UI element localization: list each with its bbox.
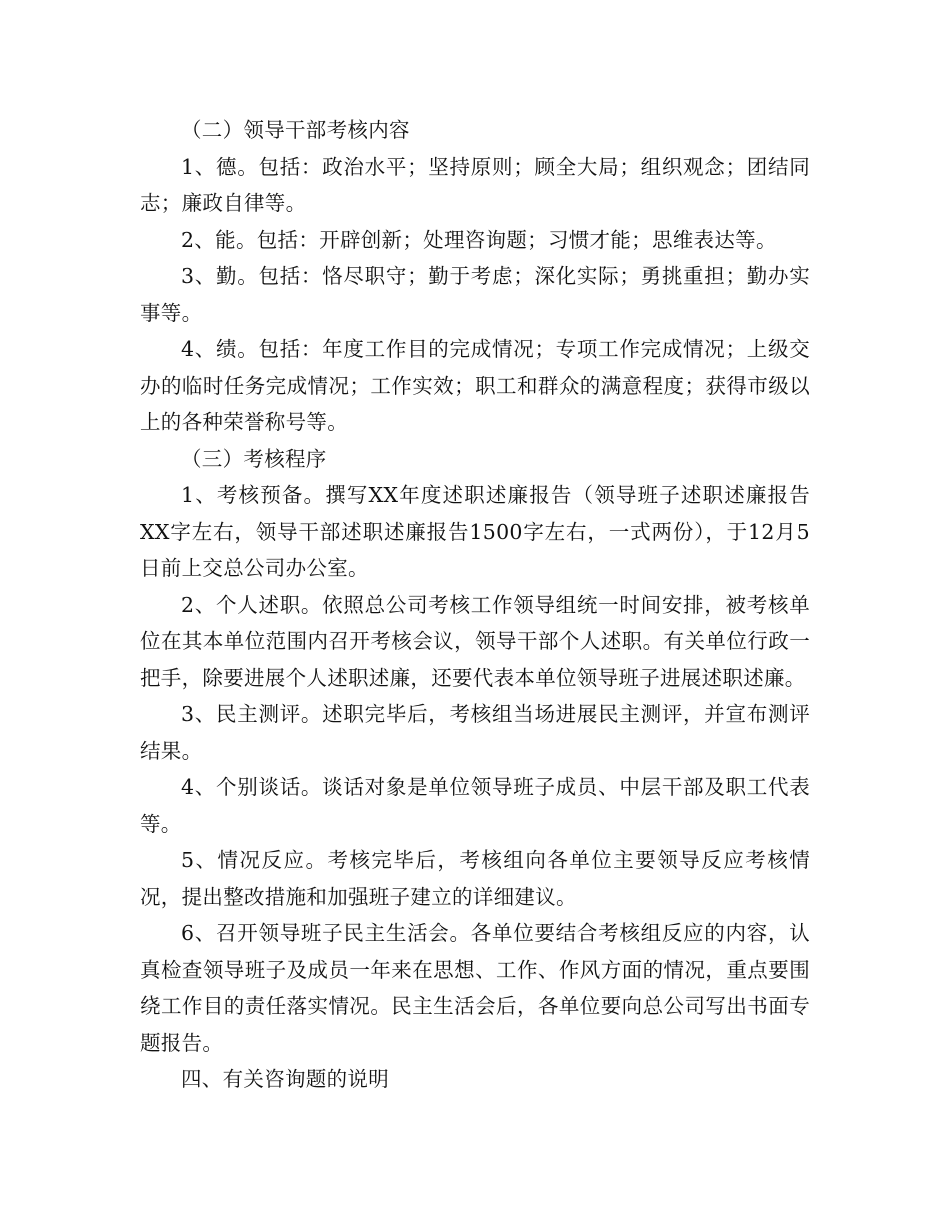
paragraph-democratic-life-meeting: 6、召开领导班子民主生活会。各单位要结合考核组反应的内容，认真检查领导班子及成员一年来在思想、工作、作风方面的情况，重点要围绕工作目的责任落实情况。民主生活会后，各单位要向总公司写出书面专题报告。 bbox=[140, 921, 810, 1055]
paragraph-democratic-evaluation: 3、民主测评。述职完毕后，考核组当场进展民主测评，并宣布测评结果。 bbox=[140, 702, 810, 763]
paragraph-individual-talks: 4、个别谈话。谈话对象是单位领导班子成员、中层干部及职工代表等。 bbox=[140, 775, 810, 836]
paragraph-diligence: 3、勤。包括：恪尽职守；勤于考虑；深化实际；勇挑重担；勤办实事等。 bbox=[140, 264, 810, 325]
document-body bbox=[140, 112, 810, 1098]
section-heading-assessment-procedure: （三）考核程序 bbox=[181, 446, 327, 471]
section-heading-related-issues: 四、有关咨询题的说明 bbox=[181, 1067, 389, 1091]
paragraph-personal-report: 2、个人述职。依照总公司考核工作领导组统一时间安排，被考核单位在其本单位范围内召开考核会议，领导干部个人述职。有关单位行政一把手，除要进展个人述职述廉，还要代表本单位领导班子进展述职述廉。 bbox=[140, 592, 810, 690]
section-heading-leader-assessment-content: （二）领导干部考核内容 bbox=[181, 118, 410, 142]
paragraph-performance: 4、绩。包括：年度工作目的完成情况；专项工作完成情况；上级交办的临时任务完成情况；工作实效；职工和群众的满意程度；获得市级以上的各种荣誉称号等。 bbox=[140, 337, 810, 434]
paragraph-preparation: 1、考核预备。撰写XX年度述职述廉报告（领导班子述职述廉报告XX字左右，领导干部述职述廉报告1500字左右，一式两份），于12月5日前上交总公司办公室。 bbox=[140, 483, 810, 580]
paragraph-feedback: 5、情况反应。考核完毕后，考核组向各单位主要领导反应考核情况，提出整改措施和加强班子建立的详细建议。 bbox=[140, 848, 810, 909]
paragraph-ability: 2、能。包括：开辟创新；处理咨询题；习惯才能；思维表达等。 bbox=[181, 227, 777, 252]
paragraph-moral: 1、德。包括：政治水平；坚持原则；顾全大局；组织观念；团结同志；廉政自律等。 bbox=[140, 154, 810, 215]
